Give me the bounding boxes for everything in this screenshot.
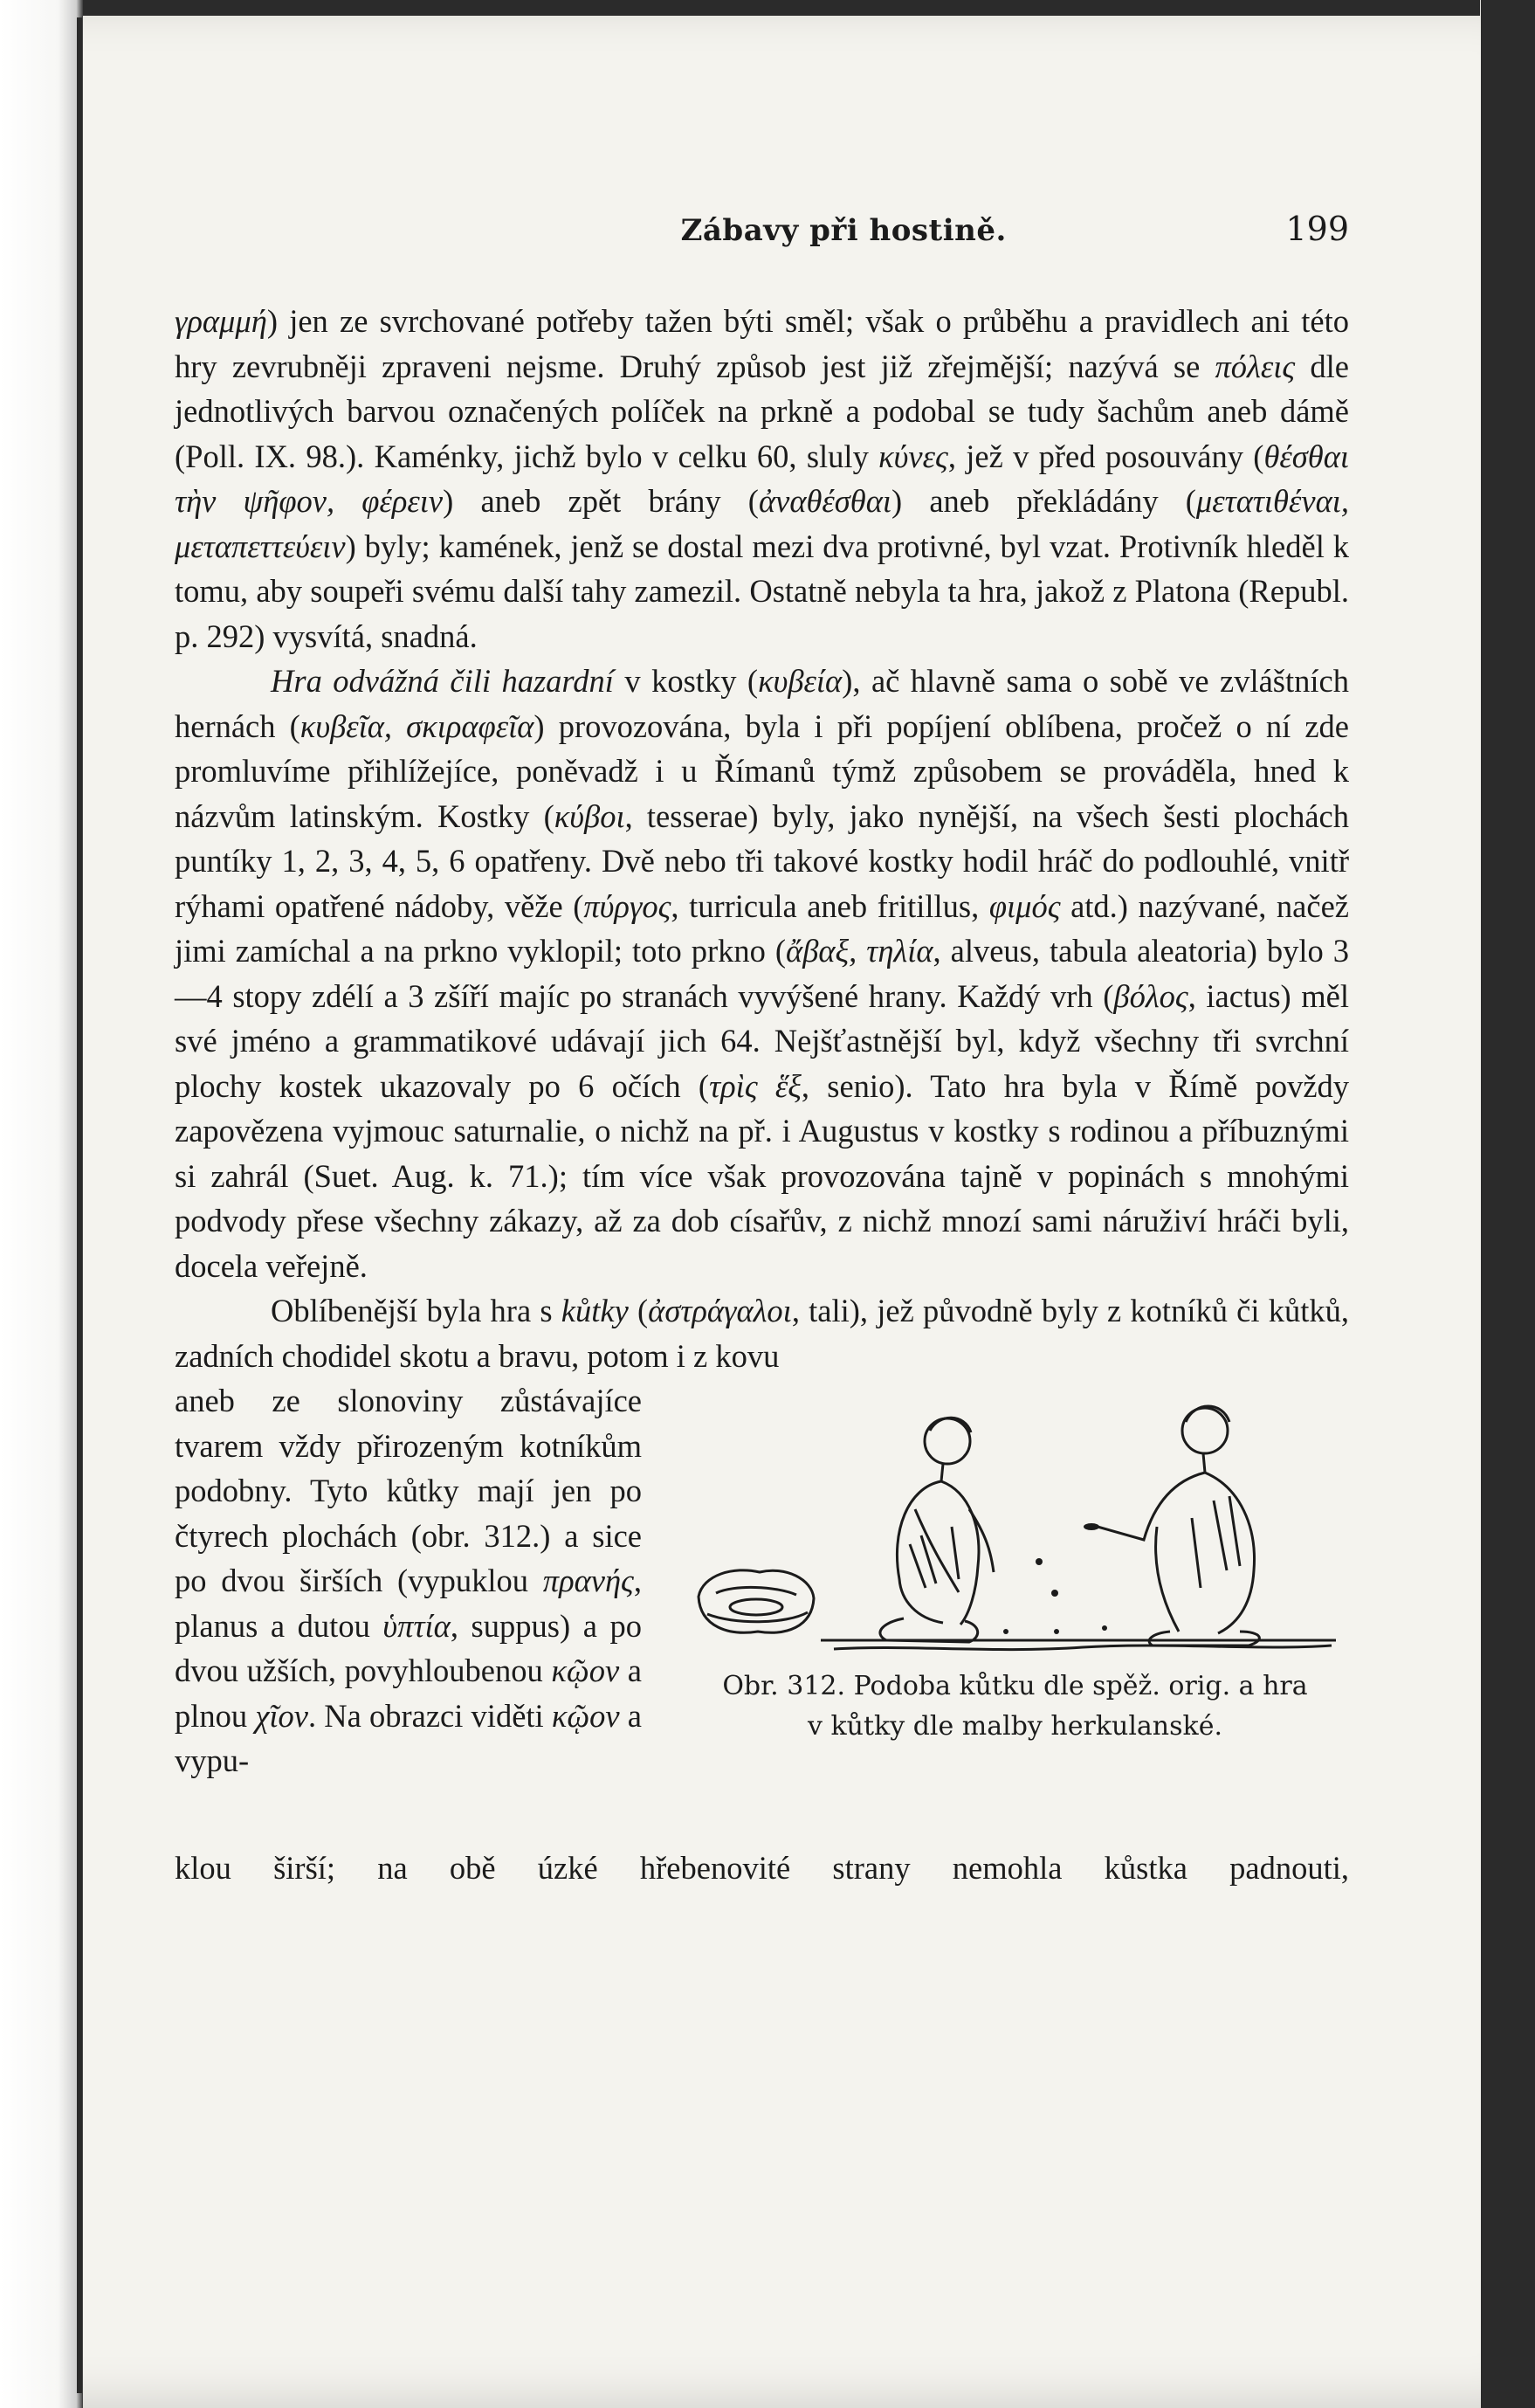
- knucklebones-in-play: [1003, 1523, 1107, 1634]
- scan-border-right: [1481, 0, 1535, 2408]
- scan-border-top: [83, 0, 1480, 16]
- seated-woman-right: [1091, 1406, 1259, 1646]
- figure-wrap-block: [175, 1378, 1349, 1846]
- paragraph-2: Hra odvážná čili hazardní v kostky (κυβεία), ač hlavně sama o sobě ve zvláštních hernách (κυβεῖα, σκιραφεῖα) provozována, byla i při popíjení oblíbena, pročež o ní zde promluvíme přihlížejíce, poněvadž i u Římanů týmž způsobem se prováděla, hned k názvům latinským. Kostky (κύβοι, tesserae) byly, jako nynější, na všech šesti plochách puntíky 1, 2, 3, 4, 5, 6 opatřeny. Dvě nebo tři takové kostky hodil hráč do podlouhlé, vnitř rýhami opatřené nádoby, věže (πύργος, turricula aneb fritillus, φιμός atd.) nazývané, načež jimi zamíchal a na prkno vyklopil; toto prkno (ἄβαξ, τηλία, alveus, tabula aleatoria) bylo 3—4 stopy zdélí a 3 zšíří majíc po stranách vyvýšené hrany. Každý vrh (βόλος, iactus) měl své jméno a grammatikové udávají jich 64. Nejšťastnější byl, když všechny tři svrchní plochy kostek ukazovaly po 6 očích (τρὶς ἕξ, senio). Tato hra byla v Římě povždy zapovězena vyjmouc saturnalie, o nichž na př. i Augustus v kostky s rodinou a příbuznými si zahrál (Suet. Aug. k. 71.); tím více však provozována tajně v popinách s mnohými podvody přese všechny zákazy, až za dob císařův, z nichž mnozí sami náruživí hráči byli, docela veřejně.: [175, 663, 1350, 1284]
- book-gutter: [77, 17, 82, 2393]
- body-text: [175, 299, 1349, 1378]
- caption-line-1: Obr. 312. Podoba kůtku dle spěž. orig. a hra: [722, 1671, 1308, 1701]
- page-header: [175, 210, 1349, 248]
- seated-woman-left: [880, 1418, 994, 1642]
- page-number: 199: [1285, 210, 1349, 248]
- running-head: Zábavy při hostině.: [680, 213, 1007, 248]
- book-edge-left: [0, 0, 83, 2408]
- last-line: klou širší; na obě úzké hřebenovité strany nemohla kůstka padnouti,: [175, 1850, 1349, 1886]
- paragraph-1: γραμμή) jen ze svrchované potřeby tažen býti směl; však o průběhu a pravidlech ani této hry zevrubněji zpraveni nejsme. Druhý způsob jest již zřejmější; nazývá se πόλεις dle jednotlivých barvou označených políček na prkně a podobal se tudy šachům aneb dámě (Poll. IX. 98.). Kaménky, jichž bylo v celku 60, sluly κύνες, jež v před posouvány (θέσθαι τὴν ψῆφον, φέρειν) aneb zpět brány (ἀναθέσθαι) aneb překládány (μετατιθέναι, μεταπεττεύειν) byly; kamének, jenž se dostal mezi dva protivné, byl vzat. Protivník hleděl k tomu, aby soupeři svému další tahy zamezil. Ostatně nebyla ta hra, jakož z Platona (Republ. p. 292) vysvítá, snadná.: [175, 303, 1349, 654]
- figure-caption: [681, 1666, 1349, 1747]
- wrapped-text-column: aneb ze slonoviny zůstávajíce tvarem vždy přirozeným kotníkům podobny. Tyto kůtky mají jen po čtyrech plochách (obr. 312.) a sice po dvou širších (vypuklou πρανής, planus a dutou ὑπτία, suppus) a po dvou užších, povyhloubenou κῷον a plnou χῖον. Na obrazci viděti κῷον a vypu-: [175, 1383, 643, 1778]
- caption-line-2: v kůtky dle malby herkulanské.: [808, 1711, 1222, 1742]
- astragal-bone-drawing: [699, 1570, 814, 1632]
- paragraph-3: Oblíbenější byla hra s kůtky (ἀστράγαλοι, tali), jež původně byly z kotníků či kůtků, zadních chodidel skotu a bravu, potom i z kovu: [175, 1293, 1349, 1374]
- figure-312: [681, 1378, 1349, 1846]
- page-content: [175, 210, 1349, 1891]
- figure-illustration: [681, 1378, 1349, 1666]
